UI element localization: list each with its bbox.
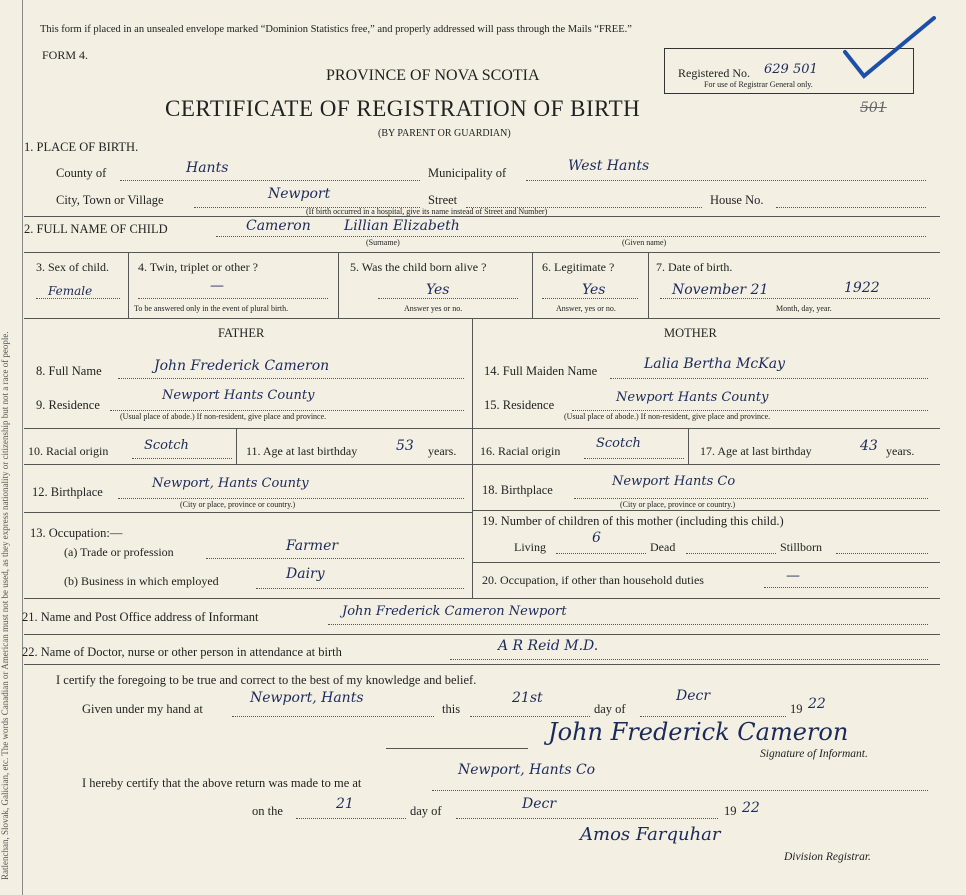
- mother-birthplace: Newport Hants Co: [612, 474, 736, 489]
- mother-residence-line: [572, 410, 928, 411]
- mother-residence: Newport Hants County: [616, 390, 769, 405]
- date-of-birth-label: 7. Date of birth.: [656, 260, 733, 274]
- mother-birthplace-note: (City or place, province or country.): [620, 500, 736, 509]
- given-month: Decr: [676, 688, 711, 704]
- margin-rule: [22, 0, 23, 895]
- divider: [688, 428, 689, 464]
- twin-note: To be answered only in the event of plural birth.: [134, 304, 289, 313]
- given-name-caption: (Given name): [622, 238, 667, 247]
- father-age-unit: years.: [428, 444, 457, 458]
- divider: [472, 510, 940, 511]
- living-line: [556, 553, 646, 554]
- father-birthplace-line: [118, 498, 464, 499]
- divider: [338, 252, 339, 318]
- given-year: 22: [808, 696, 826, 712]
- twin-line: [138, 298, 328, 299]
- child-name-label: 2. FULL NAME OF CHILD: [24, 222, 168, 236]
- side-mark: 501: [860, 100, 887, 116]
- province-heading: PROVINCE OF NOVA SCOTIA: [326, 67, 540, 84]
- house-no-line: [776, 207, 926, 208]
- month-line: [640, 716, 786, 717]
- legitimate-note: Answer, yes or no.: [556, 304, 616, 313]
- county-value: Hants: [186, 160, 229, 176]
- mother-name-label: 14. Full Maiden Name: [484, 364, 598, 378]
- place-of-birth-heading: 1. PLACE OF BIRTH.: [24, 140, 139, 154]
- divider: [648, 252, 649, 318]
- mother-race-label: 16. Racial origin: [480, 444, 561, 458]
- certify-statement: I certify the foregoing to be true and correct to the best of my knowledge and belief.: [56, 673, 477, 687]
- mother-age-unit: years.: [886, 444, 915, 458]
- date-line: [660, 298, 930, 299]
- county-line: [120, 180, 420, 181]
- mother-occupation-line: [764, 587, 928, 588]
- return-year: 22: [742, 800, 760, 816]
- certificate-subtitle: (BY PARENT OR GUARDIAN): [378, 128, 511, 139]
- blank-line: [386, 748, 528, 749]
- divider: [24, 598, 940, 599]
- margin-notice: Ratlenchan, Slovak, Galician, etc. The words Canadian or American must not be used, as they express nationality or citizenship but not a race of people.: [0, 331, 10, 880]
- father-name: John Frederick Cameron: [154, 358, 330, 374]
- informant-line: [328, 624, 928, 625]
- registered-note: For use of Registrar General only.: [704, 80, 813, 89]
- day-of-label-2: day of: [410, 804, 442, 818]
- father-birthplace-note: (City or place, province or country.): [180, 500, 296, 509]
- legitimate-value: Yes: [582, 282, 606, 298]
- top-notice: This form if placed in an unsealed envelope marked “Dominion Statistics free,” and properly addressed will pass through the Mails “FREE.”: [40, 24, 632, 35]
- dead-line: [686, 553, 776, 554]
- dead-label: Dead: [650, 540, 676, 554]
- birth-year: 1922: [844, 280, 880, 296]
- on-the-label: on the: [252, 804, 283, 818]
- birth-month-day: November 21: [672, 282, 769, 298]
- column-divider: [472, 318, 473, 598]
- sex-label: 3. Sex of child.: [36, 260, 109, 274]
- stillborn-label: Stillborn: [780, 540, 823, 554]
- mother-heading: MOTHER: [664, 326, 717, 340]
- father-residence-label: 9. Residence: [36, 398, 100, 412]
- child-given-name: Lillian Elizabeth: [344, 218, 460, 234]
- father-race-label: 10. Racial origin: [28, 444, 109, 458]
- day2-line: [296, 818, 406, 819]
- return-place: Newport, Hants Co: [458, 762, 596, 778]
- living-value: 6: [592, 530, 601, 546]
- born-alive-line: [378, 298, 518, 299]
- stillborn-line: [836, 553, 928, 554]
- city-label: City, Town or Village: [56, 193, 164, 207]
- father-race-line: [132, 458, 232, 459]
- surname-caption: (Surname): [366, 238, 400, 247]
- business-line: [256, 588, 464, 589]
- form-number: FORM 4.: [42, 48, 89, 62]
- born-alive-label: 5. Was the child born alive ?: [350, 260, 487, 274]
- divider: [24, 428, 472, 429]
- day-of-label: day of: [594, 702, 626, 716]
- father-age-label: 11. Age at last birthday: [246, 444, 358, 458]
- father-residence-line: [110, 410, 464, 411]
- divider: [24, 464, 472, 465]
- year-prefix: 19: [790, 702, 803, 716]
- street-label: Street: [428, 193, 458, 207]
- signature-caption: Signature of Informant.: [760, 748, 868, 760]
- divider: [532, 252, 533, 318]
- mother-birthplace-line: [574, 498, 928, 499]
- father-occupation-label: 13. Occupation:—: [30, 526, 123, 540]
- divider: [24, 216, 940, 217]
- attendant-value: A R Reid M.D.: [498, 638, 599, 654]
- mother-birthplace-label: 18. Birthplace: [482, 483, 553, 497]
- legitimate-label: 6. Legitimate ?: [542, 260, 615, 274]
- sex-value: Female: [48, 284, 93, 298]
- mother-name-line: [610, 378, 928, 379]
- return-day: 21: [336, 796, 354, 812]
- attendant-label: 22. Name of Doctor, nurse or other person in attendance at birth: [22, 645, 342, 659]
- divider: [472, 464, 940, 465]
- children-label: 19. Number of children of this mother (including this child.): [482, 514, 784, 528]
- mother-age: 43: [860, 438, 878, 454]
- divider: [24, 318, 940, 319]
- this-label: this: [442, 702, 461, 716]
- city-value: Newport: [268, 186, 331, 202]
- legitimate-line: [542, 298, 638, 299]
- born-alive-note: Answer yes or no.: [404, 304, 463, 313]
- father-residence: Newport Hants County: [162, 388, 315, 403]
- mother-age-label: 17. Age at last birthday: [700, 444, 812, 458]
- twin-label: 4. Twin, triplet or other ?: [138, 260, 258, 274]
- father-heading: FATHER: [218, 326, 265, 340]
- check-mark-icon: [840, 14, 940, 80]
- given-place: Newport, Hants: [250, 690, 364, 706]
- municipality-line: [526, 180, 926, 181]
- hospital-note: (If birth occurred in a hospital, give its name instead of Street and Number): [306, 207, 548, 216]
- father-name-line: [118, 378, 464, 379]
- mother-residence-label: 15. Residence: [484, 398, 555, 412]
- registrar-caption: Division Registrar.: [784, 851, 871, 863]
- divider: [24, 664, 940, 665]
- father-name-label: 8. Full Name: [36, 364, 102, 378]
- registered-number: 629 501: [764, 62, 818, 77]
- given-under-hand-label: Given under my hand at: [82, 702, 203, 716]
- divider: [24, 634, 940, 635]
- informant-signature: John Frederick Cameron: [548, 718, 849, 746]
- mother-race: Scotch: [596, 436, 641, 451]
- mother-occupation: —: [786, 568, 800, 584]
- hereby-certify-statement: I hereby certify that the above return was made to me at: [82, 776, 362, 790]
- municipality-value: West Hants: [568, 158, 650, 174]
- father-birthplace-label: 12. Birthplace: [32, 485, 103, 499]
- mother-maiden-name: Lalia Bertha McKay: [644, 356, 785, 372]
- trade-label: (a) Trade or profession: [64, 545, 174, 559]
- registered-label: Registered No.: [678, 66, 750, 80]
- father-residence-note: (Usual place of abode.) If non-resident, give place and province.: [120, 412, 327, 421]
- father-birthplace: Newport, Hants County: [152, 476, 309, 491]
- father-age: 53: [396, 438, 414, 454]
- born-alive-value: Yes: [426, 282, 450, 298]
- date-note: Month, day, year.: [776, 304, 832, 313]
- child-surname: Cameron: [246, 218, 311, 234]
- divider: [236, 428, 237, 464]
- business-value: Dairy: [286, 566, 325, 582]
- given-day: 21st: [512, 690, 543, 706]
- house-no-label: House No.: [710, 193, 764, 207]
- month2-line: [456, 818, 718, 819]
- return-place-line: [432, 790, 928, 791]
- business-label: (b) Business in which employed: [64, 574, 219, 588]
- county-label: County of: [56, 166, 107, 180]
- trade-value: Farmer: [286, 538, 339, 554]
- informant-label: 21. Name and Post Office address of Informant: [22, 610, 259, 624]
- return-month: Decr: [522, 796, 557, 812]
- certificate-title: CERTIFICATE OF REGISTRATION OF BIRTH: [165, 96, 641, 121]
- informant-value: John Frederick Cameron Newport: [342, 604, 567, 619]
- divider: [128, 252, 129, 318]
- child-name-line: [216, 236, 926, 237]
- registrar-signature: Amos Farquhar: [580, 824, 721, 845]
- mother-residence-note: (Usual place of abode.) If non-resident, give place and province.: [564, 412, 771, 421]
- mother-occupation-label: 20. Occupation, if other than household duties: [482, 573, 704, 587]
- divider: [24, 252, 940, 253]
- living-label: Living: [514, 540, 546, 554]
- divider: [472, 562, 940, 563]
- mother-race-line: [584, 458, 684, 459]
- year2-prefix: 19: [724, 804, 737, 818]
- divider: [24, 512, 472, 513]
- given-place-line: [232, 716, 434, 717]
- trade-line: [206, 558, 464, 559]
- day-line: [470, 716, 590, 717]
- sex-line: [36, 298, 120, 299]
- attendant-line: [450, 659, 928, 660]
- divider: [472, 428, 940, 429]
- twin-value: —: [210, 278, 224, 294]
- municipality-label: Municipality of: [428, 166, 507, 180]
- father-race: Scotch: [144, 438, 189, 453]
